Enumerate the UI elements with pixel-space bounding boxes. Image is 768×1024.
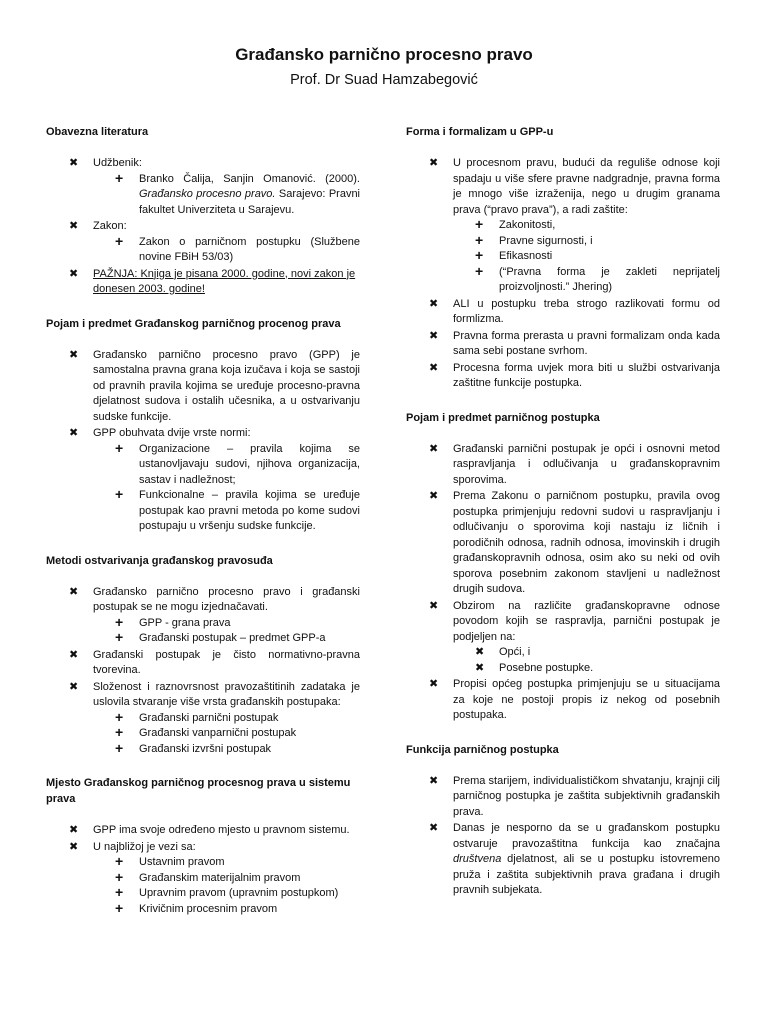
x-mark-icon: ✖ [69,157,79,169]
x-mark-icon: ✖ [69,648,79,661]
sub-list-item [93,708,360,727]
sub-list [93,855,360,917]
sub-list-item-text: Organizacione – pravila kojima se ustanovljavaju sudovi, njihova organizacija, sastav i nadležnost; [139,442,360,486]
sub-list-item [93,855,360,871]
list-item-text: Prema starijem, individualističkom shvatanju, krajnji cilj parničnog postupka je zaštita subjektivnih građanskih prava. [453,774,720,818]
section-metodi [46,553,360,758]
sub-list-item [453,249,720,265]
list-item [406,677,720,724]
section-heading: Forma i formalizam u GPP-u [406,126,554,138]
plus-icon: + [115,613,124,630]
list-item [46,267,360,298]
sub-list-item [93,886,360,902]
list-item-text: Procesna forma uvjek mora biti u službi ostvarivanja zaštitne funkcije postupka. [453,361,720,389]
x-mark-icon: ✖ [429,774,439,787]
plus-icon: + [115,169,124,186]
citation-publisher: Sarajevo: Pravni fakultet Univerziteta u Sarajevu. [139,188,361,216]
list-item [46,585,360,647]
list-item-text: Pravna forma prerasta u pravni formalizam onda kada sama sebi postane svrhom. [453,329,720,357]
plus-icon: + [115,708,124,725]
x-mark-icon: ✖ [69,585,79,598]
sub-list-item-text: Opći, i [499,646,531,658]
section-heading: Pojam i predmet Građanskog parničnog procenog prava [46,317,341,330]
sub-list [453,645,720,676]
plus-icon: + [475,216,484,232]
sub-list-item [453,262,720,296]
list-item [406,156,720,296]
sub-list-item [93,868,360,887]
list-item [406,599,720,677]
list-item [406,297,720,328]
list-item-text: Složenost i raznovrsnost pravozaštitinih zadataka je uslovila stvaranje više vrsta građanskih postupaka: [93,680,360,708]
x-mark-icon: ✖ [429,490,439,502]
x-mark-icon: ✖ [69,680,79,693]
document-author: Prof. Dr Suad Hamzabegović [290,72,478,88]
list-item-text: Propisi općeg postupka primjenjuju se u situacijama za koje ne postoji propis iz nekog od posebnih postupaka. [453,678,720,721]
list-item [46,348,360,426]
x-mark-icon: ✖ [429,442,439,455]
bullet-list [406,156,720,392]
sub-list-item [93,169,361,219]
plus-icon: + [475,231,484,248]
bullet-list [46,156,360,298]
emphasized-word: društvena [453,853,502,865]
sub-list-item-text: Zakon o parničnom postupku (Službene novine FBiH 53/03) [139,235,360,263]
sub-list-item [453,661,720,677]
list-item-text: Građanski parnični postupak je opći i osnovni metod raspravljanja i odlučivanja u građanskopravnim sporovima. [453,442,720,486]
sub-list-item-text: Građanskim materijalnim pravom [139,871,301,884]
list-item-text: GPP obuhvata dvije vrste normi: [93,427,251,439]
sub-list-item-text: Posebne postupke. [499,661,594,674]
quote-text: (“Pravna forma je zakleti neprijatelj proizvoljnosti.” Jhering) [499,265,720,293]
x-mark-icon: ✖ [429,678,439,690]
sub-list-item-text: Građanski vanparnični postupak [139,727,297,739]
x-mark-icon: ✖ [429,361,439,374]
list-item-text: Građanski postupak je čisto normativno-pravna tvorevina. [93,648,360,676]
sub-list-item-text: Zakonitosti, [499,219,556,231]
list-item-text: Danas je nesporno da se u građanskom postupku ostvaruje pravozaštitna funkcija kao značajna [453,822,720,850]
list-item [406,774,720,821]
sub-list [93,708,360,758]
plus-icon: + [115,868,124,885]
section-mjesto [46,775,360,917]
sub-list-item-text: GPP - grana prava [139,616,231,629]
sub-list [93,439,360,535]
list-item [406,361,720,392]
list-item [46,426,360,535]
sub-list-item-text: Pravne sigurnosti, i [499,234,593,247]
x-mark-icon: ✖ [429,297,439,310]
x-mark-icon: ✖ [69,824,79,836]
list-item-text: Obzirom na različite građanskopravne odnose povodom kojih se raspravlja, parnični postupak je podjeljen na: [453,599,720,643]
section-heading: Obavezna literatura [46,126,149,138]
section-heading: Funkcija parničnog postupka [406,743,559,756]
x-mark-icon: ✖ [429,599,439,612]
sub-list-item-text: Ustavnim pravom [139,856,225,868]
x-mark-icon: ✖ [429,822,439,834]
warning-note: PAŽNJA: Knjiga je pisana 2000. godine, novi zakon je donesen 2003. godine! [93,267,356,295]
sub-list-item-text: Građanski parnični postupak [139,711,279,724]
list-item-text: Zakon: [93,220,127,232]
bullet-list [46,348,360,535]
list-item [46,840,360,918]
x-mark-icon: ✖ [69,840,79,853]
list-item-text: U procesnom pravu, budući da reguliše odnose koji spadaju u više sfere pravne nadgradnje, pravna forma je mnogo više izraženija, nego u drugim granama prava (“pravo prava”), a radi zaštite: [453,157,720,216]
list-item [406,489,720,598]
sub-list-item [453,645,720,661]
sub-list-item [93,613,360,632]
list-item [406,821,720,899]
list-item [46,219,360,266]
plus-icon: + [475,262,484,279]
section-forma-formalizam [406,124,720,392]
plus-icon: + [115,232,124,249]
sub-list-item [93,631,360,647]
bullet-list [46,585,360,758]
sub-list-item [93,439,360,489]
plus-icon: + [115,486,124,502]
list-item [46,156,360,218]
sub-list-item-text: Krivičnim procesnim pravom [139,902,278,915]
plus-icon: + [115,739,124,756]
list-item-text: Udžbenik: [93,157,142,169]
section-obavezna-literatura [46,124,360,298]
citation-book-title: Građansko procesno pravo. [139,188,276,200]
x-mark-icon: ✖ [69,348,79,361]
sub-list-item [93,739,360,758]
sub-list-item-text: Efikasnosti [499,250,553,262]
list-item [46,823,360,839]
x-mark-icon: ✖ [69,427,79,439]
sub-list [93,232,360,266]
section-heading: Mjesto Građanskog parničnog procesnog prava u sistemu prava [46,777,351,805]
citation-authors: Branko Čalija, Sanjin Omanović. (2000). [139,172,360,185]
plus-icon: + [115,724,124,740]
bullet-list [406,774,720,899]
list-item-text: U najbližoj je vezi sa: [93,840,196,853]
sub-list-item [453,218,720,234]
list-item [46,680,360,758]
sub-list [93,613,360,647]
x-mark-icon: ✖ [475,646,485,658]
sub-list-item [453,231,720,250]
list-item-text: Građansko parnično procesno pravo i građanski postupak se ne mogu izjednačavati. [93,585,360,613]
list-item-text: Građansko parnično procesno pravo (GPP) je samostalna pravna grana koja izučava i koja se sastoji od pravnih pravila kojima se uređuje procesno-pravna djelatnost sudova i ostalih učesnika, a u ostvarivanju sudske funkcije. [93,348,360,423]
x-mark-icon: ✖ [69,220,79,232]
sub-list-item [93,899,360,918]
section-heading: Pojam i predmet parničnog postupka [406,411,600,424]
list-item-text: GPP ima svoje određeno mjesto u pravnom sistemu. [93,824,350,836]
sub-list-item [93,726,360,742]
plus-icon: + [115,853,124,869]
sub-list [93,169,361,219]
section-heading: Metodi ostvarivanja građanskog pravosuđa [46,554,273,567]
sub-list [453,218,720,296]
x-mark-icon: ✖ [429,157,439,169]
sub-list-item-text: Upravnim pravom (upravnim postupkom) [139,887,339,899]
plus-icon: + [115,439,124,456]
bullet-list [406,442,720,724]
list-item [406,329,720,360]
list-item [406,442,720,489]
section-pojam-predmet [46,316,360,535]
bullet-list [46,823,360,917]
left-column [46,124,360,935]
list-item-text: ALI u postupku treba strogo razlikovati formu od formlizma. [453,297,720,325]
x-mark-icon: ✖ [475,661,485,674]
list-item-text: djelatnost, ali se u postupku istovremeno pruža i zaštita subjektivnih prava građana i drugih pravnih subjekata. [453,853,720,896]
plus-icon: + [115,629,124,645]
x-mark-icon: ✖ [69,267,79,280]
sub-list-item [93,232,360,266]
section-pojam-postupka [406,410,720,724]
plus-icon: + [115,884,124,900]
plus-icon: + [475,247,484,263]
sub-list-item [93,488,360,535]
list-item-text: Prema Zakonu o parničnom postupku, pravila ovog postupka primjenjuju redovni sudovi u raspravljanju i odlučivanju o sporovima koji nastaju iz ličnih i porodičnih odnosa, radnih odnosa, imovinskih i drugih građanskopravnih odnosa, osim ako su neki od ovih sporova posebnim zakonom stavljeni u nadležnost drugih sudova. [453,490,720,595]
sub-list-item-text: Funkcionalne – pravila kojima se uređuje postupak kao pravni metoda po kome sudovi postupaju u vršenju sudske funkcije. [139,489,360,532]
right-column [406,124,720,917]
list-item [46,648,360,679]
section-funkcija [406,742,720,899]
document-title: Građansko parnično procesno pravo [235,45,533,64]
sub-list-item-text: Građanski postupak – predmet GPP-a [139,632,326,644]
sub-list-item-text: Građanski izvršni postupak [139,742,272,755]
x-mark-icon: ✖ [429,329,439,342]
plus-icon: + [115,899,124,916]
